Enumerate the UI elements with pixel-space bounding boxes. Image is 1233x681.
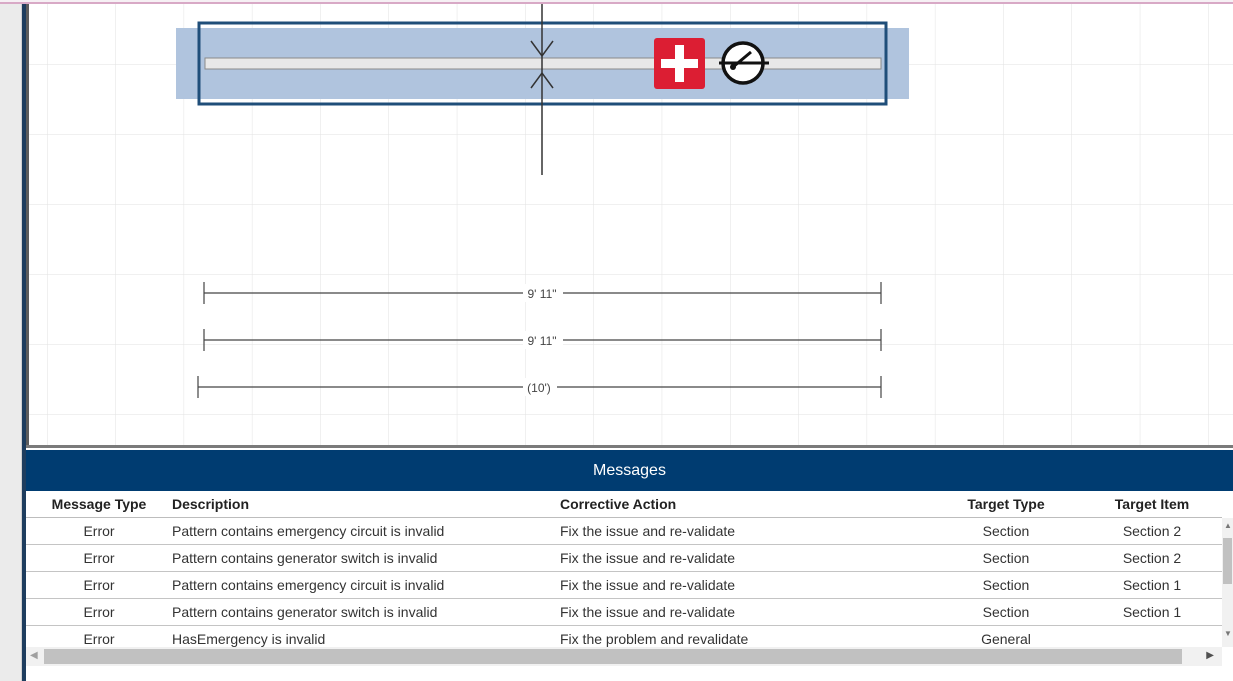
emergency-cross-icon[interactable] (654, 38, 705, 89)
scroll-left-arrow-icon[interactable]: ◀ (30, 650, 38, 661)
cell-target-item: Section 1 (1082, 599, 1222, 626)
canvas-bottom-border (26, 445, 1233, 448)
horizontal-scrollbar[interactable] (26, 647, 1222, 666)
cell-target-item: Section 1 (1082, 572, 1222, 599)
cell-message-type: Error (26, 599, 172, 626)
table-row[interactable] (26, 545, 1222, 572)
scroll-up-arrow-icon[interactable]: ▲ (1224, 521, 1232, 530)
column-header-target-type[interactable]: Target Type (930, 491, 1082, 518)
cell-corrective-action: Fix the problem and revalidate (560, 626, 930, 648)
column-header-description[interactable]: Description (172, 491, 560, 518)
scroll-down-arrow-icon[interactable]: ▼ (1224, 629, 1232, 638)
cell-corrective-action: Fix the issue and re-validate (560, 599, 930, 626)
scroll-right-arrow-icon[interactable]: ▶ (1206, 650, 1214, 661)
cell-target-type: General (930, 626, 1082, 648)
table-row[interactable] (26, 599, 1222, 626)
canvas-grid (29, 4, 1233, 448)
table-header-row (26, 491, 1222, 518)
cell-description: Pattern contains emergency circuit is invalid (172, 572, 560, 599)
column-header-message-type[interactable]: Message Type (26, 491, 172, 518)
drawing-canvas[interactable] (26, 4, 1233, 448)
horizontal-scroll-thumb[interactable] (44, 649, 1182, 664)
cell-target-item: Section 2 (1082, 518, 1222, 545)
cell-corrective-action: Fix the issue and re-validate (560, 518, 930, 545)
table-row[interactable] (26, 626, 1222, 648)
column-header-corrective-action[interactable]: Corrective Action (560, 491, 930, 518)
cell-message-type: Error (26, 572, 172, 599)
cell-target-item (1082, 626, 1222, 648)
messages-table (26, 491, 1222, 647)
vertical-scrollbar[interactable] (1222, 518, 1233, 647)
dimension-label-2: 9' 11" (527, 334, 557, 348)
left-gutter (0, 4, 22, 681)
cell-target-item: Section 2 (1082, 545, 1222, 572)
messages-table-container (26, 491, 1222, 647)
table-row[interactable] (26, 518, 1222, 545)
cell-description: Pattern contains generator switch is invalid (172, 545, 560, 572)
dimension-label-1: 9' 11" (527, 287, 557, 301)
bottom-strip (26, 666, 1233, 681)
cell-message-type: Error (26, 545, 172, 572)
cell-message-type: Error (26, 626, 172, 648)
cell-description: HasEmergency is invalid (172, 626, 560, 648)
cell-description: Pattern contains emergency circuit is invalid (172, 518, 560, 545)
cell-corrective-action: Fix the issue and re-validate (560, 572, 930, 599)
messages-panel-title: Messages (26, 450, 1233, 491)
cell-corrective-action: Fix the issue and re-validate (560, 545, 930, 572)
cell-description: Pattern contains generator switch is invalid (172, 599, 560, 626)
cell-target-type: Section (930, 599, 1082, 626)
column-header-target-item[interactable]: Target Item (1082, 491, 1222, 518)
cell-message-type: Error (26, 518, 172, 545)
table-row[interactable] (26, 572, 1222, 599)
fixture-bar[interactable] (205, 58, 881, 69)
cell-target-type: Section (930, 518, 1082, 545)
cell-target-type: Section (930, 572, 1082, 599)
dimension-label-3: (10') (527, 381, 551, 395)
vertical-scroll-thumb[interactable] (1223, 538, 1232, 584)
cell-target-type: Section (930, 545, 1082, 572)
